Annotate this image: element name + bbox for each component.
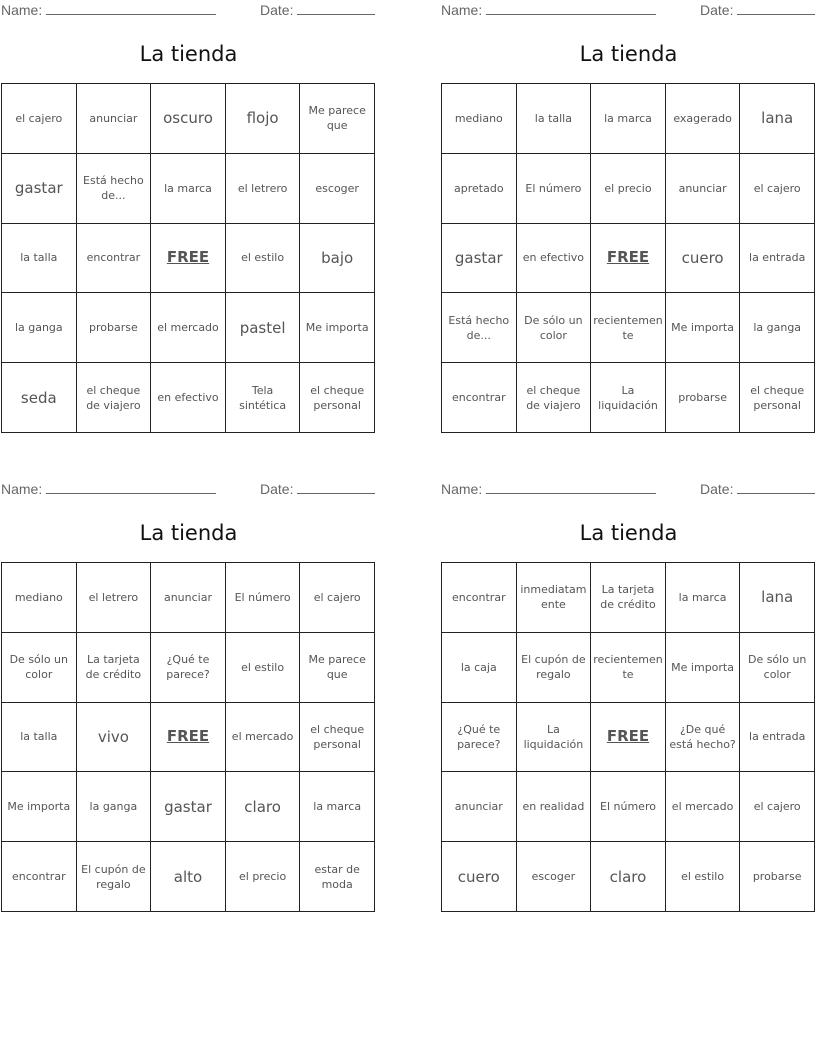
bingo-cell: La tarjeta de crédito: [77, 633, 152, 703]
bingo-cell: el letrero: [226, 154, 301, 224]
bingo-cell: encontrar: [442, 363, 517, 433]
bingo-cell: apretado: [442, 154, 517, 224]
bingo-cell: el precio: [591, 154, 666, 224]
bingo-cell: en efectivo: [517, 224, 592, 294]
bingo-cell: flojo: [226, 84, 301, 154]
free-cell: FREE: [591, 703, 666, 773]
bingo-cell: gastar: [442, 224, 517, 294]
bingo-cell: Tela sintética: [226, 363, 301, 433]
bingo-cell: escoger: [517, 842, 592, 912]
bingo-card-2: [441, 0, 816, 412]
bingo-cell: mediano: [2, 563, 77, 633]
bingo-cell: cuero: [442, 842, 517, 912]
bingo-cell: bajo: [300, 224, 375, 294]
bingo-cell: la marca: [300, 772, 375, 842]
bingo-cell: ¿Qué te parece?: [151, 633, 226, 703]
bingo-cell: gastar: [2, 154, 77, 224]
bingo-card-3: [1, 479, 376, 891]
bingo-cell: la entrada: [740, 703, 815, 773]
bingo-cell: la marca: [151, 154, 226, 224]
bingo-cell: anunciar: [77, 84, 152, 154]
bingo-cell: Me importa: [666, 293, 741, 363]
bingo-cell: la ganga: [77, 772, 152, 842]
bingo-cell: cuero: [666, 224, 741, 294]
bingo-cell: Me importa: [2, 772, 77, 842]
free-cell: FREE: [591, 224, 666, 294]
bingo-grid: [441, 562, 815, 912]
bingo-cell: la marca: [666, 563, 741, 633]
bingo-cell: el precio: [226, 842, 301, 912]
card-title: La tienda: [579, 521, 678, 545]
bingo-grid: [1, 562, 375, 912]
bingo-cell: escoger: [300, 154, 375, 224]
bingo-cell: el letrero: [77, 563, 152, 633]
bingo-cell: ¿Qué te parece?: [442, 703, 517, 773]
bingo-cell: exagerado: [666, 84, 741, 154]
bingo-cell: el mercado: [666, 772, 741, 842]
bingo-cell: El número: [226, 563, 301, 633]
date-field: Date:: [700, 2, 815, 18]
bingo-cell: encontrar: [2, 842, 77, 912]
bingo-cell: encontrar: [77, 224, 152, 294]
bingo-cell: El número: [591, 772, 666, 842]
bingo-cell: el mercado: [226, 703, 301, 773]
bingo-cell: pastel: [226, 293, 301, 363]
bingo-cell: vivo: [77, 703, 152, 773]
bingo-cell: el estilo: [226, 633, 301, 703]
free-cell: FREE: [151, 703, 226, 773]
bingo-cell: anunciar: [666, 154, 741, 224]
bingo-cell: anunciar: [442, 772, 517, 842]
bingo-cell: la entrada: [740, 224, 815, 294]
bingo-cell: gastar: [151, 772, 226, 842]
bingo-cell: lana: [740, 563, 815, 633]
bingo-cell: el cheque de viajero: [77, 363, 152, 433]
bingo-cell: la talla: [517, 84, 592, 154]
bingo-cell: probarse: [740, 842, 815, 912]
bingo-cell: El cupón de regalo: [77, 842, 152, 912]
bingo-cell: el estilo: [666, 842, 741, 912]
bingo-cell: claro: [591, 842, 666, 912]
name-date-row: [441, 479, 816, 501]
bingo-cell: Me parece que: [300, 633, 375, 703]
bingo-cell: estar de moda: [300, 842, 375, 912]
card-title: La tienda: [139, 42, 238, 66]
bingo-cell: el cheque personal: [300, 363, 375, 433]
bingo-cell: lana: [740, 84, 815, 154]
bingo-cell: De sólo un color: [2, 633, 77, 703]
bingo-cell: ¿De qué está hecho?: [666, 703, 741, 773]
bingo-cell: en efectivo: [151, 363, 226, 433]
bingo-cell: la ganga: [2, 293, 77, 363]
date-field: Date:: [260, 2, 375, 18]
bingo-grid: [441, 83, 815, 433]
card-title: La tienda: [139, 521, 238, 545]
bingo-cell: Está hecho de...: [442, 293, 517, 363]
bingo-cell: en realidad: [517, 772, 592, 842]
bingo-cell: anunciar: [151, 563, 226, 633]
bingo-cell: De sólo un color: [517, 293, 592, 363]
bingo-cell: Está hecho de...: [77, 154, 152, 224]
bingo-cell: encontrar: [442, 563, 517, 633]
bingo-cell: oscuro: [151, 84, 226, 154]
bingo-cell: inmediatamente: [517, 563, 592, 633]
bingo-cell: Me importa: [300, 293, 375, 363]
bingo-cell: el cheque personal: [740, 363, 815, 433]
bingo-cell: la ganga: [740, 293, 815, 363]
bingo-cell: recientemente: [591, 633, 666, 703]
bingo-cell: Me importa: [666, 633, 741, 703]
bingo-cell: El cupón de regalo: [517, 633, 592, 703]
bingo-cell: alto: [151, 842, 226, 912]
bingo-cell: Me parece que: [300, 84, 375, 154]
bingo-cell: seda: [2, 363, 77, 433]
bingo-cell: el cajero: [740, 154, 815, 224]
name-date-row: [1, 0, 376, 22]
date-field: Date:: [260, 481, 375, 497]
name-field: Name:: [441, 2, 656, 18]
bingo-cell: la talla: [2, 224, 77, 294]
name-field: Name:: [441, 481, 656, 497]
name-field: Name:: [1, 2, 216, 18]
name-field: Name:: [1, 481, 216, 497]
free-cell: FREE: [151, 224, 226, 294]
bingo-cell: claro: [226, 772, 301, 842]
bingo-cell: el estilo: [226, 224, 301, 294]
bingo-cell: la talla: [2, 703, 77, 773]
bingo-cell: probarse: [77, 293, 152, 363]
date-field: Date:: [700, 481, 815, 497]
bingo-cell: El número: [517, 154, 592, 224]
bingo-cell: La liquidación: [591, 363, 666, 433]
name-date-row: [1, 479, 376, 501]
name-date-row: [441, 0, 816, 22]
bingo-cell: La liquidación: [517, 703, 592, 773]
bingo-cell: De sólo un color: [740, 633, 815, 703]
bingo-cell: el cheque personal: [300, 703, 375, 773]
bingo-cell: el cajero: [740, 772, 815, 842]
bingo-cell: el cajero: [2, 84, 77, 154]
bingo-cell: mediano: [442, 84, 517, 154]
bingo-cell: el cajero: [300, 563, 375, 633]
bingo-cell: el mercado: [151, 293, 226, 363]
bingo-cell: el cheque de viajero: [517, 363, 592, 433]
bingo-cell: la marca: [591, 84, 666, 154]
bingo-grid: [1, 83, 375, 433]
bingo-card-4: [441, 479, 816, 886]
bingo-cell: La tarjeta de crédito: [591, 563, 666, 633]
card-title: La tienda: [579, 42, 678, 66]
bingo-card-1: [1, 0, 376, 412]
bingo-cell: probarse: [666, 363, 741, 433]
bingo-cell: recientemente: [591, 293, 666, 363]
bingo-cell: la caja: [442, 633, 517, 703]
